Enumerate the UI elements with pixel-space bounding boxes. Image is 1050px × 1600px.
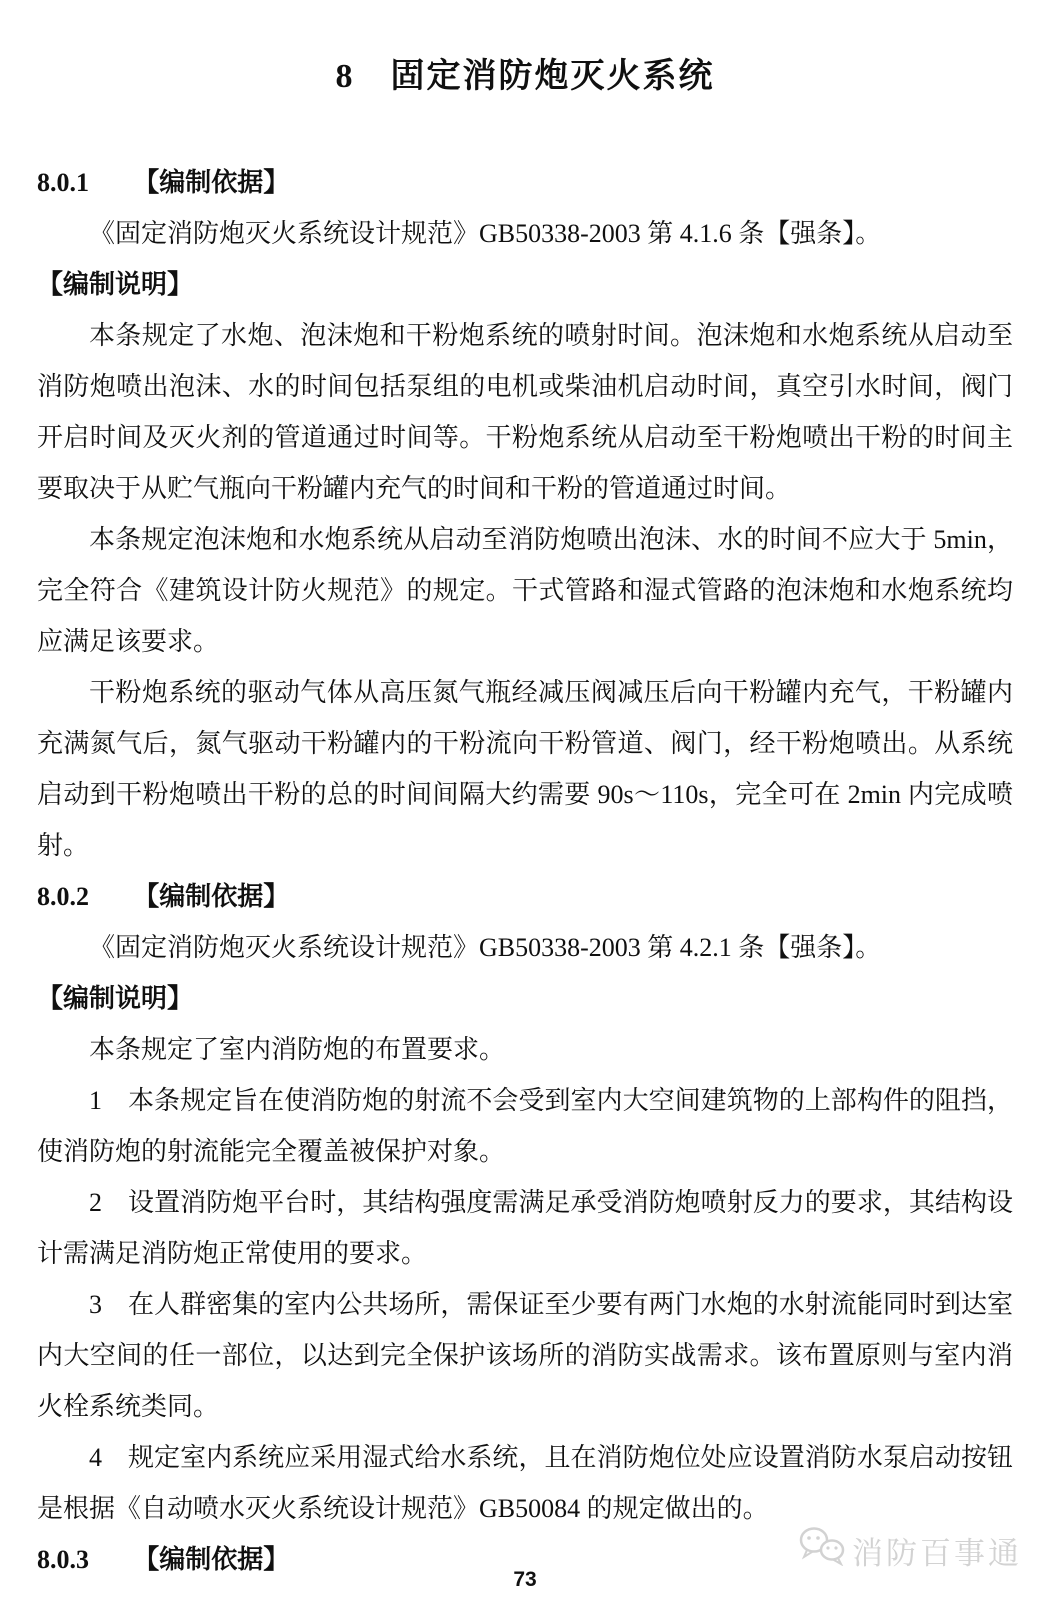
section-heading-8-0-1 — [37, 157, 1013, 208]
section-heading-8-0-2 — [37, 871, 1013, 922]
section-number: 8.0.1 — [37, 168, 89, 197]
page-title: 8 固定消防炮灭火系统 — [335, 58, 715, 95]
numbered-item — [37, 1075, 1013, 1177]
item-text: 在人群密集的室内公共场所，需保证至少要有两门水炮的水射流能同时到达室内大空间的任一部位，以达到完全保护该场所的消防实战需求。该布置原则与室内消火栓系统类同。 — [37, 1290, 1013, 1421]
item-text: 本条规定旨在使消防炮的射流不会受到室内大空间建筑物的上部构件的阻挡，使消防炮的射流能完全覆盖被保护对象。 — [37, 1086, 1013, 1166]
section-number: 8.0.3 — [37, 1545, 89, 1574]
numbered-item — [37, 1279, 1013, 1432]
item-text: 规定室内系统应采用湿式给水系统，且在消防炮位处应设置消防水泵启动按钮是根据《自动喷水灭火系统设计规范》GB50084 的规定做出的。 — [37, 1443, 1013, 1523]
item-text: 设置消防炮平台时，其结构强度需满足承受消防炮喷射反力的要求，其结构设计需满足消防炮正常使用的要求。 — [37, 1188, 1013, 1268]
watermark-label: 消防百事通 — [852, 1535, 1022, 1571]
numbered-item — [37, 1432, 1013, 1534]
numbered-item — [37, 1177, 1013, 1279]
wechat-logo-icon — [798, 1526, 846, 1574]
paragraph: 本条规定泡沫炮和水炮系统从启动至消防炮喷出泡沫、水的时间不应大于 5min，完全符合《建筑设计防火规范》的规定。干式管路和湿式管路的泡沫炮和水炮系统均应满足该要求。 — [37, 525, 1013, 656]
subsection-heading: 【编制说明】 — [37, 270, 194, 299]
section-heading-label: 【编制依据】 — [133, 1545, 290, 1574]
item-number: 1 — [89, 1086, 102, 1115]
item-number: 4 — [89, 1443, 102, 1472]
section-number: 8.0.2 — [37, 882, 89, 911]
item-number: 2 — [89, 1188, 102, 1217]
reference-line: 《固定消防炮灭火系统设计规范》GB50338-2003 第 4.2.1 条【强条】。 — [89, 933, 882, 962]
subsection-heading: 【编制说明】 — [37, 984, 194, 1013]
paragraph: 本条规定了室内消防炮的布置要求。 — [89, 1035, 506, 1064]
watermark — [798, 1526, 1022, 1574]
section-heading-label: 【编制依据】 — [133, 168, 290, 197]
paragraph: 干粉炮系统的驱动气体从高压氮气瓶经减压阀减压后向干粉罐内充气，干粉罐内充满氮气后，氮气驱动干粉罐内的干粉流向干粉管道、阀门，经干粉炮喷出。从系统启动到干粉炮喷出干粉的总的时间间隔大约需要 90s～110s，完全可在 2min 内完成喷射。 — [37, 678, 1013, 860]
item-number: 3 — [89, 1290, 102, 1319]
page-number: 73 — [513, 1568, 537, 1591]
reference-line: 《固定消防炮灭火系统设计规范》GB50338-2003 第 4.1.6 条【强条】。 — [89, 219, 882, 248]
paragraph: 本条规定了水炮、泡沫炮和干粉炮系统的喷射时间。泡沫炮和水炮系统从启动至消防炮喷出泡沫、水的时间包括泵组的电机或柴油机启动时间，真空引水时间，阀门开启时间及灭火剂的管道通过时间等。干粉炮系统从启动至干粉炮喷出干粉的时间主要取决于从贮气瓶向干粉罐内充气的时间和干粉的管道通过时间。 — [37, 321, 1013, 503]
section-heading-label: 【编制依据】 — [133, 882, 290, 911]
